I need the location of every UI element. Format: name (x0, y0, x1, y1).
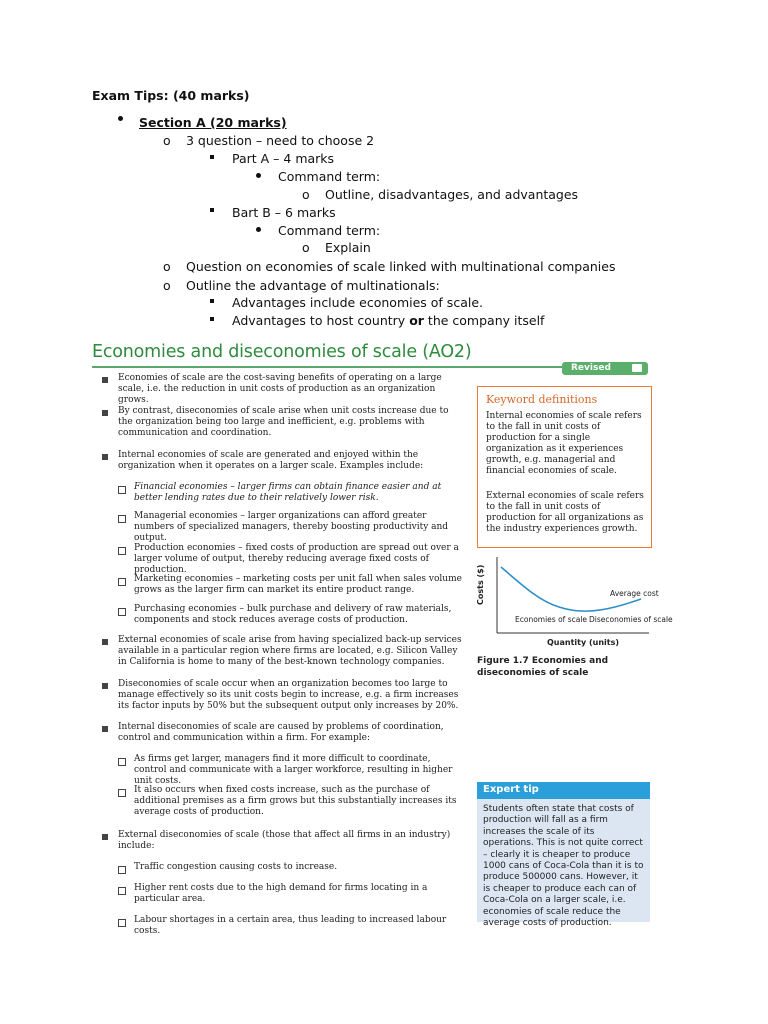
textbook-title: Economies and diseconomies of scale (AO2) (92, 342, 472, 362)
part-a-line: Part A – 4 marks (232, 151, 335, 166)
body-subitem: Labour shortages in a certain area, thus leading to increased labour costs. (134, 915, 447, 937)
y-axis-label: Costs ($) (476, 564, 485, 605)
bullet-square (210, 208, 214, 212)
diseconomies-label: Diseconomies of scale (589, 615, 673, 624)
choose-line: 3 question – need to choose 2 (186, 133, 375, 148)
body-paragraph: Diseconomies of scale occur when an organization becomes too large to manage effectively so its unit costs begin to increase, e.g. a firm increases its factor inputs by 50% but the subsequent output only increases by 20%. (118, 679, 459, 712)
expert-tip-text: Students often state that costs of production will fall as a firm increases the scale of its operations. This is not quite correct – clearly it is cheaper to produce 1000 cans of Coca-Cola than it is to produce 500000 cans. However, it is cheaper to produce each can of Coca-Cola on a larger scale, i.e. economies of scale reduce the average costs of production. (483, 804, 644, 929)
keyword-definitions-box (477, 386, 652, 548)
square-bullet-icon (102, 454, 108, 460)
question-eos-line: Question on economies of scale linked with multinational companies (186, 259, 616, 274)
square-bullet-icon (102, 377, 108, 383)
square-bullet-icon (102, 726, 108, 732)
bullet-square (210, 299, 214, 303)
revised-badge (562, 362, 648, 375)
average-cost-chart (476, 555, 673, 655)
command-term-line: Command term: (278, 223, 381, 238)
body-subitem: Higher rent costs due to the high demand for firms locating in a particular area. (134, 883, 428, 905)
adv-host-line (232, 313, 544, 328)
figure-caption: Figure 1.7 Economies and diseconomies of scale (477, 656, 609, 678)
notes-heading: Exam Tips: (40 marks) (92, 88, 250, 103)
body-paragraph: Economies of scale are the cost-saving benefits of operating on a large scale, i.e. the reduction in unit costs of production as an organization grows. (118, 373, 442, 406)
checkbox-bullet-icon (118, 866, 126, 874)
command-term-line: Command term: (278, 169, 381, 184)
bullet-o: o (163, 278, 171, 293)
expert-tip-header (477, 782, 650, 799)
x-axis-label: Quantity (units) (547, 638, 620, 647)
adv-host-bold: or (409, 313, 424, 328)
body-paragraph: Internal diseconomies of scale are caused by problems of coordination, control and communication within a firm. For example: (118, 722, 444, 744)
bullet-square (210, 155, 214, 159)
adv-include-line: Advantages include economies of scale. (232, 295, 483, 310)
body-paragraph: External diseconomies of scale (those that affect all firms in an industry) include: (118, 830, 451, 852)
checkbox-bullet-icon (118, 758, 126, 766)
keyword-definition: External economies of scale refers to the fall in unit costs of production for all organizations as the industry experiences growth. (486, 491, 644, 534)
square-bullet-icon (102, 410, 108, 416)
revised-label: Revised (571, 363, 611, 373)
square-bullet-icon (102, 683, 108, 689)
bullet-o: o (302, 240, 310, 255)
outline-term-line: Outline, disadvantages, and advantages (325, 187, 579, 202)
body-paragraph: Internal economies of scale are generated and enjoyed within the organization when it operates on a larger scale. Examples include: (118, 450, 424, 472)
expert-tip-title: Expert tip (483, 784, 539, 795)
body-subitem: Purchasing economies – bulk purchase and delivery of raw materials, components and stock reduces average costs of production. (134, 604, 452, 626)
expert-tip-box (477, 782, 650, 929)
average-cost-figure (476, 555, 673, 685)
square-bullet-icon (102, 639, 108, 645)
checkbox-bullet-icon (118, 608, 126, 616)
body-paragraph: By contrast, diseconomies of scale arise when unit costs increase due to the organization being too large and inefficient, e.g. problems with communication and coordination. (118, 406, 449, 439)
explain-term-line: Explain (325, 240, 371, 255)
body-subitem: Managerial economies – larger organizations can afford greater numbers of specialized managers, thereby boosting productivity and output. (134, 511, 449, 544)
keyword-definition: Internal economies of scale refers to the fall in unit costs of production for a single organization as it experiences growth, e.g. managerial and financial economies of scale. (486, 411, 642, 476)
body-subitem: It also occurs when fixed costs increase, such as the purchase of additional premises as a firm grows but this substantially increases its average costs of production. (134, 785, 457, 818)
curve-label-text: Average cost (610, 589, 659, 598)
body-subitem: Production economies – fixed costs of production are spread out over a larger volume of output, thereby reducing average fixed costs of production. (134, 543, 459, 576)
checkbox-bullet-icon (118, 578, 126, 586)
checkbox-bullet-icon (118, 547, 126, 555)
bullet-disc (256, 173, 261, 178)
outline-adv-line: Outline the advantage of multinationals: (186, 278, 440, 293)
adv-host-text: Advantages to host country (232, 313, 410, 328)
body-subitem: Financial economies – larger firms can obtain finance easier and at better lending rates due to their relatively lower risk. (134, 482, 442, 504)
checkbox-bullet-icon (118, 887, 126, 895)
bullet-o: o (163, 133, 171, 148)
body-subitem: As firms get larger, managers find it more difficult to coordinate, control and communicate with a larger workforce, resulting in higher unit costs. (134, 754, 453, 787)
economies-label: Economies of scale (515, 615, 588, 624)
checkbox-bullet-icon (118, 515, 126, 523)
checkbox-bullet-icon (118, 919, 126, 927)
bullet-o: o (302, 187, 310, 202)
body-subitem: Marketing economies – marketing costs per unit fall when sales volume grows as the larger firm can market its entire product range. (134, 574, 462, 596)
curve-label (610, 589, 659, 598)
section-a-label: Section A (20 marks) (139, 115, 287, 130)
adv-host-text-end: the company itself (423, 313, 545, 328)
square-bullet-icon (102, 834, 108, 840)
checkbox-bullet-icon (118, 486, 126, 494)
keyword-title: Keyword definitions (486, 393, 598, 406)
textbook-excerpt (92, 340, 673, 937)
bullet-o: o (163, 259, 171, 274)
bullet-square (210, 317, 214, 321)
bullet-disc (256, 227, 261, 232)
bullet-disc (118, 116, 123, 121)
body-subitem: Traffic congestion causing costs to increase. (134, 862, 338, 872)
checkbox-bullet-icon (118, 789, 126, 797)
checkbox-icon (632, 364, 642, 372)
part-b-line: Bart B – 6 marks (232, 205, 336, 220)
body-paragraph: External economies of scale arise from having specialized back-up services available in a particular region where firms are located, e.g. Silicon Valley in California is home to many of the best-known technology companies. (118, 635, 462, 668)
